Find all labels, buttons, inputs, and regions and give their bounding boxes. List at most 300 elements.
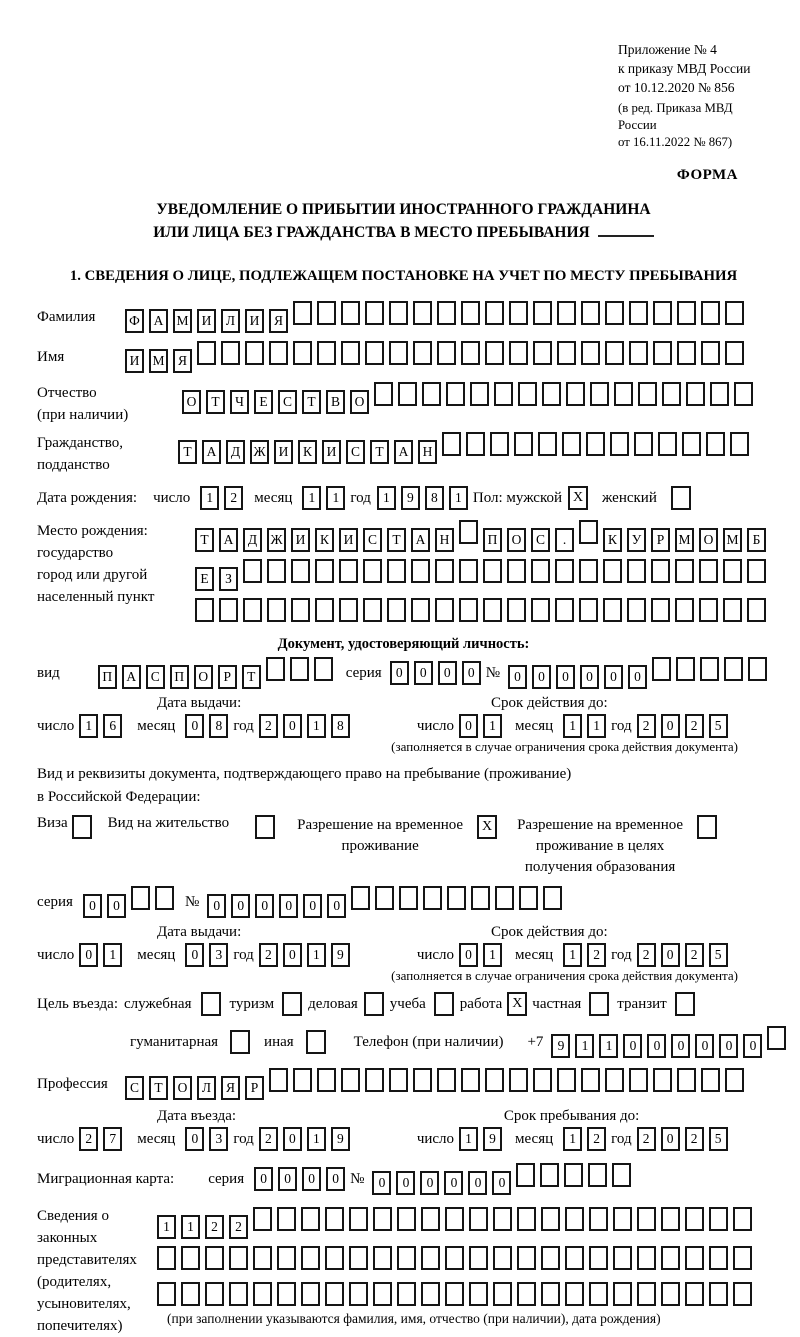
char-box[interactable] [423, 886, 442, 910]
char-box[interactable] [325, 1246, 344, 1270]
char-box[interactable] [389, 301, 408, 325]
char-box[interactable] [588, 1163, 607, 1187]
private-checkbox[interactable] [589, 992, 609, 1016]
char-box[interactable] [470, 382, 489, 406]
char-box[interactable] [509, 1068, 528, 1092]
char-box[interactable] [387, 559, 406, 583]
char-box[interactable] [267, 559, 286, 583]
char-box[interactable] [557, 341, 576, 365]
char-box[interactable]: 0 [231, 894, 250, 918]
char-box[interactable]: Б [747, 528, 766, 552]
char-box[interactable]: О [507, 528, 526, 552]
char-box[interactable]: 1 [449, 486, 468, 510]
char-box[interactable] [531, 598, 550, 622]
char-box[interactable] [277, 1246, 296, 1270]
char-box[interactable] [541, 1282, 560, 1306]
char-box[interactable]: М [149, 349, 168, 373]
char-box[interactable] [638, 382, 657, 406]
char-box[interactable] [518, 382, 537, 406]
representatives-line1-boxes[interactable] [157, 1207, 757, 1239]
char-box[interactable]: 0 [255, 894, 274, 918]
representatives-line3-boxes[interactable] [157, 1282, 757, 1311]
char-box[interactable] [397, 1282, 416, 1306]
char-box[interactable]: 2 [685, 943, 704, 967]
char-box[interactable] [542, 382, 561, 406]
char-box[interactable] [637, 1282, 656, 1306]
char-box[interactable] [363, 598, 382, 622]
char-box[interactable] [351, 886, 370, 910]
char-box[interactable] [459, 559, 478, 583]
char-box[interactable]: 1 [563, 943, 582, 967]
char-box[interactable]: 0 [743, 1034, 762, 1058]
char-box[interactable]: Я [173, 349, 192, 373]
char-box[interactable] [435, 598, 454, 622]
char-box[interactable] [243, 598, 262, 622]
char-box[interactable] [733, 1207, 752, 1231]
char-box[interactable]: 1 [79, 714, 98, 738]
char-box[interactable]: 5 [709, 943, 728, 967]
char-box[interactable]: 0 [302, 1167, 321, 1191]
char-box[interactable]: 2 [79, 1127, 98, 1151]
char-box[interactable]: 2 [259, 714, 278, 738]
char-box[interactable]: 8 [331, 714, 350, 738]
char-box[interactable]: П [483, 528, 502, 552]
char-box[interactable] [710, 382, 729, 406]
char-box[interactable] [589, 1282, 608, 1306]
char-box[interactable] [466, 432, 485, 456]
char-box[interactable] [290, 657, 309, 681]
char-box[interactable] [603, 598, 622, 622]
char-box[interactable] [397, 1246, 416, 1270]
char-box[interactable] [533, 1068, 552, 1092]
char-box[interactable]: 9 [331, 943, 350, 967]
doc-valid-year-boxes[interactable] [637, 714, 733, 738]
char-box[interactable] [483, 598, 502, 622]
char-box[interactable]: 0 [459, 943, 478, 967]
char-box[interactable]: 0 [628, 665, 647, 689]
char-box[interactable] [459, 520, 478, 544]
char-box[interactable]: 1 [599, 1034, 618, 1058]
char-box[interactable]: 0 [327, 894, 346, 918]
char-box[interactable] [557, 1068, 576, 1092]
char-box[interactable] [603, 559, 622, 583]
char-box[interactable] [437, 1068, 456, 1092]
char-box[interactable]: Я [269, 309, 288, 333]
char-box[interactable]: К [298, 440, 317, 464]
char-box[interactable]: 0 [303, 894, 322, 918]
char-box[interactable] [365, 301, 384, 325]
char-box[interactable] [411, 598, 430, 622]
char-box[interactable]: 0 [661, 943, 680, 967]
char-box[interactable]: Т [206, 390, 225, 414]
char-box[interactable] [301, 1246, 320, 1270]
char-box[interactable] [516, 1163, 535, 1187]
permit-issue-month-boxes[interactable] [185, 943, 233, 967]
char-box[interactable]: 0 [468, 1171, 487, 1195]
doc-number-boxes[interactable] [508, 657, 772, 689]
char-box[interactable]: 2 [587, 1127, 606, 1151]
permit-valid-month-boxes[interactable] [563, 943, 611, 967]
char-box[interactable]: 0 [492, 1171, 511, 1195]
char-box[interactable]: 0 [396, 1171, 415, 1195]
char-box[interactable] [730, 432, 749, 456]
char-box[interactable] [733, 1282, 752, 1306]
char-box[interactable] [627, 598, 646, 622]
char-box[interactable] [725, 1068, 744, 1092]
char-box[interactable]: В [326, 390, 345, 414]
char-box[interactable]: 0 [185, 1127, 204, 1151]
char-box[interactable] [706, 432, 725, 456]
char-box[interactable] [205, 1282, 224, 1306]
char-box[interactable]: Р [651, 528, 670, 552]
doc-series-boxes[interactable] [390, 661, 486, 685]
char-box[interactable]: Ч [230, 390, 249, 414]
char-box[interactable]: 1 [326, 486, 345, 510]
char-box[interactable] [469, 1246, 488, 1270]
char-box[interactable] [301, 1207, 320, 1231]
char-box[interactable]: 0 [79, 943, 98, 967]
char-box[interactable] [389, 341, 408, 365]
char-box[interactable]: Д [226, 440, 245, 464]
char-box[interactable] [651, 598, 670, 622]
char-box[interactable] [317, 301, 336, 325]
char-box[interactable] [605, 301, 624, 325]
char-box[interactable] [349, 1207, 368, 1231]
char-box[interactable]: Ж [250, 440, 269, 464]
char-box[interactable] [269, 1068, 288, 1092]
char-box[interactable] [533, 341, 552, 365]
entry-month-boxes[interactable] [185, 1127, 233, 1151]
char-box[interactable]: 0 [283, 943, 302, 967]
char-box[interactable]: 9 [331, 1127, 350, 1151]
char-box[interactable]: Н [418, 440, 437, 464]
char-box[interactable]: 3 [209, 943, 228, 967]
char-box[interactable] [493, 1246, 512, 1270]
char-box[interactable] [579, 559, 598, 583]
residence-permit-checkbox[interactable] [255, 815, 275, 839]
char-box[interactable] [374, 382, 393, 406]
char-box[interactable] [629, 1068, 648, 1092]
char-box[interactable] [495, 886, 514, 910]
char-box[interactable]: 1 [459, 1127, 478, 1151]
char-box[interactable]: 9 [401, 486, 420, 510]
char-box[interactable]: Т [149, 1076, 168, 1100]
char-box[interactable]: 0 [107, 894, 126, 918]
char-box[interactable]: 9 [551, 1034, 570, 1058]
entry-year-boxes[interactable] [259, 1127, 355, 1151]
char-box[interactable] [629, 301, 648, 325]
char-box[interactable] [421, 1246, 440, 1270]
char-box[interactable]: 1 [575, 1034, 594, 1058]
patronymic-boxes[interactable] [182, 382, 758, 414]
char-box[interactable] [461, 341, 480, 365]
char-box[interactable]: 0 [508, 665, 527, 689]
char-box[interactable]: 2 [637, 714, 656, 738]
char-box[interactable]: 0 [420, 1171, 439, 1195]
char-box[interactable] [589, 1246, 608, 1270]
char-box[interactable]: 0 [532, 665, 551, 689]
char-box[interactable] [437, 341, 456, 365]
char-box[interactable] [543, 886, 562, 910]
char-box[interactable]: 8 [209, 714, 228, 738]
char-box[interactable] [699, 598, 718, 622]
char-box[interactable] [517, 1282, 536, 1306]
birthplace-line3-boxes[interactable] [195, 598, 771, 627]
char-box[interactable]: 2 [685, 1127, 704, 1151]
char-box[interactable] [700, 657, 719, 681]
char-box[interactable]: 0 [414, 661, 433, 685]
char-box[interactable] [157, 1246, 176, 1270]
char-box[interactable] [471, 886, 490, 910]
char-box[interactable] [229, 1246, 248, 1270]
char-box[interactable]: 1 [103, 943, 122, 967]
char-box[interactable] [442, 432, 461, 456]
char-box[interactable]: М [173, 309, 192, 333]
permit-valid-day-boxes[interactable] [459, 943, 507, 967]
surname-boxes[interactable] [125, 301, 749, 333]
char-box[interactable]: Т [195, 528, 214, 552]
char-box[interactable]: Т [178, 440, 197, 464]
char-box[interactable] [557, 301, 576, 325]
char-box[interactable] [291, 559, 310, 583]
char-box[interactable]: З [219, 567, 238, 591]
char-box[interactable] [317, 1068, 336, 1092]
char-box[interactable] [485, 341, 504, 365]
char-box[interactable] [365, 1068, 384, 1092]
char-box[interactable] [494, 382, 513, 406]
char-box[interactable] [269, 341, 288, 365]
char-box[interactable]: 2 [259, 1127, 278, 1151]
char-box[interactable]: 0 [438, 661, 457, 685]
char-box[interactable]: 0 [279, 894, 298, 918]
char-box[interactable] [389, 1068, 408, 1092]
char-box[interactable] [277, 1282, 296, 1306]
char-box[interactable] [637, 1246, 656, 1270]
char-box[interactable] [747, 559, 766, 583]
char-box[interactable] [317, 341, 336, 365]
permit-number-boxes[interactable] [207, 886, 567, 918]
char-box[interactable] [685, 1246, 704, 1270]
char-box[interactable] [507, 598, 526, 622]
char-box[interactable] [375, 886, 394, 910]
char-box[interactable]: 2 [205, 1215, 224, 1239]
temp-residence-edu-checkbox[interactable] [697, 815, 717, 839]
char-box[interactable] [157, 1282, 176, 1306]
char-box[interactable] [612, 1163, 631, 1187]
char-box[interactable] [446, 382, 465, 406]
char-box[interactable] [245, 341, 264, 365]
char-box[interactable]: П [98, 665, 117, 689]
char-box[interactable] [253, 1246, 272, 1270]
doc-valid-day-boxes[interactable] [459, 714, 507, 738]
char-box[interactable] [605, 341, 624, 365]
char-box[interactable] [221, 341, 240, 365]
char-box[interactable] [490, 432, 509, 456]
char-box[interactable] [586, 432, 605, 456]
char-box[interactable] [540, 1163, 559, 1187]
char-box[interactable]: А [411, 528, 430, 552]
char-box[interactable] [581, 341, 600, 365]
char-box[interactable] [339, 598, 358, 622]
char-box[interactable] [652, 657, 671, 681]
char-box[interactable] [709, 1207, 728, 1231]
char-box[interactable]: Е [195, 567, 214, 591]
char-box[interactable] [365, 341, 384, 365]
char-box[interactable]: Т [387, 528, 406, 552]
char-box[interactable] [461, 301, 480, 325]
char-box[interactable] [421, 1207, 440, 1231]
char-box[interactable]: С [278, 390, 297, 414]
char-box[interactable] [701, 301, 720, 325]
char-box[interactable] [181, 1282, 200, 1306]
char-box[interactable] [662, 382, 681, 406]
char-box[interactable] [767, 1026, 786, 1050]
char-box[interactable]: 0 [647, 1034, 666, 1058]
char-box[interactable] [437, 301, 456, 325]
char-box[interactable] [724, 657, 743, 681]
char-box[interactable]: Е [254, 390, 273, 414]
char-box[interactable] [685, 1207, 704, 1231]
citizenship-boxes[interactable] [178, 432, 754, 464]
char-box[interactable]: Л [221, 309, 240, 333]
char-box[interactable] [634, 432, 653, 456]
char-box[interactable] [677, 1068, 696, 1092]
char-box[interactable] [459, 598, 478, 622]
char-box[interactable]: 1 [563, 714, 582, 738]
permit-issue-day-boxes[interactable] [79, 943, 127, 967]
birth-month-boxes[interactable] [302, 486, 350, 510]
char-box[interactable]: 1 [307, 1127, 326, 1151]
char-box[interactable]: Я [221, 1076, 240, 1100]
char-box[interactable] [699, 559, 718, 583]
char-box[interactable]: К [603, 528, 622, 552]
char-box[interactable] [363, 559, 382, 583]
char-box[interactable] [613, 1282, 632, 1306]
char-box[interactable] [723, 559, 742, 583]
char-box[interactable]: 1 [483, 714, 502, 738]
char-box[interactable] [301, 1282, 320, 1306]
char-box[interactable]: Т [370, 440, 389, 464]
birth-day-boxes[interactable] [200, 486, 248, 510]
char-box[interactable] [538, 432, 557, 456]
char-box[interactable] [341, 301, 360, 325]
char-box[interactable]: Р [218, 665, 237, 689]
char-box[interactable] [686, 382, 705, 406]
char-box[interactable] [531, 559, 550, 583]
char-box[interactable]: 0 [623, 1034, 642, 1058]
birthplace-line2-boxes[interactable] [195, 559, 771, 591]
char-box[interactable] [447, 886, 466, 910]
char-box[interactable] [748, 657, 767, 681]
char-box[interactable] [445, 1246, 464, 1270]
char-box[interactable]: 0 [185, 714, 204, 738]
char-box[interactable]: 0 [580, 665, 599, 689]
char-box[interactable]: 8 [425, 486, 444, 510]
char-box[interactable] [315, 559, 334, 583]
female-checkbox[interactable] [671, 486, 691, 510]
char-box[interactable] [243, 559, 262, 583]
char-box[interactable] [555, 598, 574, 622]
char-box[interactable] [658, 432, 677, 456]
char-box[interactable] [315, 598, 334, 622]
study-checkbox[interactable] [434, 992, 454, 1016]
doc-issue-day-boxes[interactable] [79, 714, 127, 738]
char-box[interactable] [701, 341, 720, 365]
char-box[interactable]: А [122, 665, 141, 689]
char-box[interactable]: 0 [83, 894, 102, 918]
char-box[interactable]: Т [242, 665, 261, 689]
char-box[interactable]: . [555, 528, 574, 552]
char-box[interactable] [253, 1282, 272, 1306]
char-box[interactable] [277, 1207, 296, 1231]
other-purpose-checkbox[interactable] [306, 1030, 326, 1054]
char-box[interactable]: 2 [685, 714, 704, 738]
char-box[interactable]: 0 [556, 665, 575, 689]
char-box[interactable]: 0 [372, 1171, 391, 1195]
char-box[interactable]: 1 [483, 943, 502, 967]
char-box[interactable]: 0 [661, 1127, 680, 1151]
char-box[interactable] [590, 382, 609, 406]
char-box[interactable]: 1 [563, 1127, 582, 1151]
char-box[interactable] [219, 598, 238, 622]
temp-residence-checkbox[interactable]: X [477, 815, 497, 839]
char-box[interactable]: 2 [259, 943, 278, 967]
char-box[interactable] [541, 1246, 560, 1270]
char-box[interactable]: 2 [587, 943, 606, 967]
profession-boxes[interactable] [125, 1068, 749, 1100]
work-checkbox[interactable]: X [507, 992, 527, 1016]
char-box[interactable] [421, 1282, 440, 1306]
representatives-line2-boxes[interactable] [157, 1246, 757, 1275]
char-box[interactable] [293, 301, 312, 325]
char-box[interactable] [651, 559, 670, 583]
permit-valid-year-boxes[interactable] [637, 943, 733, 967]
char-box[interactable]: 0 [207, 894, 226, 918]
char-box[interactable] [517, 1246, 536, 1270]
char-box[interactable] [653, 341, 672, 365]
char-box[interactable]: 0 [719, 1034, 738, 1058]
char-box[interactable] [610, 432, 629, 456]
char-box[interactable] [613, 1246, 632, 1270]
char-box[interactable] [413, 1068, 432, 1092]
char-box[interactable] [637, 1207, 656, 1231]
char-box[interactable] [493, 1282, 512, 1306]
char-box[interactable] [682, 432, 701, 456]
char-box[interactable] [562, 432, 581, 456]
char-box[interactable] [205, 1246, 224, 1270]
char-box[interactable]: О [173, 1076, 192, 1100]
char-box[interactable] [341, 1068, 360, 1092]
char-box[interactable] [565, 1207, 584, 1231]
char-box[interactable] [469, 1207, 488, 1231]
char-box[interactable] [614, 382, 633, 406]
char-box[interactable] [555, 559, 574, 583]
char-box[interactable]: А [149, 309, 168, 333]
char-box[interactable] [613, 1207, 632, 1231]
phone-boxes[interactable] [551, 1026, 791, 1058]
char-box[interactable] [661, 1282, 680, 1306]
char-box[interactable]: 2 [637, 1127, 656, 1151]
visa-checkbox[interactable] [72, 815, 92, 839]
char-box[interactable]: 0 [459, 714, 478, 738]
char-box[interactable] [709, 1282, 728, 1306]
char-box[interactable] [293, 1068, 312, 1092]
char-box[interactable] [399, 886, 418, 910]
char-box[interactable]: А [394, 440, 413, 464]
char-box[interactable] [445, 1282, 464, 1306]
birthplace-line1-boxes[interactable] [195, 520, 771, 552]
char-box[interactable] [627, 559, 646, 583]
